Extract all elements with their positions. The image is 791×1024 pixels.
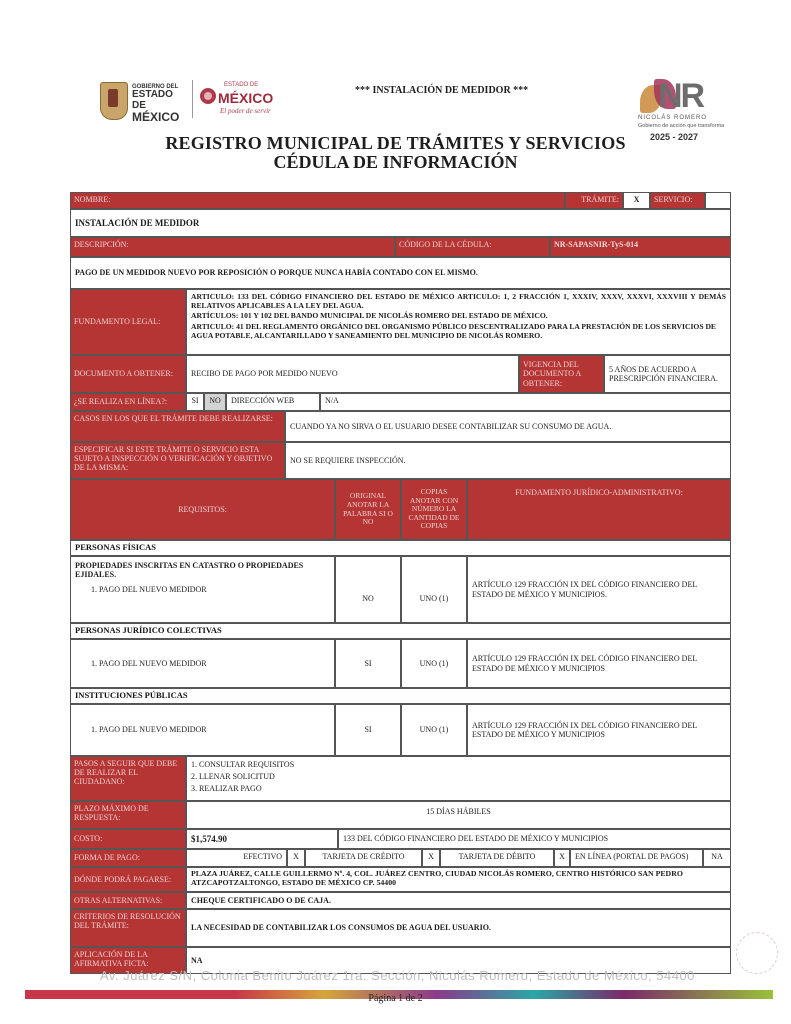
flower-icon (200, 88, 216, 104)
enlinea-label: ¿SE REALIZA EN LÍNEA?: (70, 393, 186, 411)
nombre-label: NOMBRE: (70, 192, 565, 209)
fundamento-label: FUNDAMENTO LEGAL: (70, 289, 186, 355)
page-title: REGISTRO MUNICIPAL DE TRÁMITES Y SERVICIOS (165, 133, 626, 153)
gob-logo-line3: MÉXICO (132, 110, 180, 125)
servicio-mark (705, 192, 731, 209)
criterios-value: LA NECESIDAD DE CONTABILIZAR LOS CONSUMOS DE AGUA DEL USUARIO. (186, 909, 731, 947)
fisicas-subtitle: PROPIEDADES INSCRITAS EN CATASTRO O PROPIEDADES EJIDALES. (75, 561, 304, 580)
vigencia-value: 5 AÑOS DE ACUERDO A PRESCRIPCIÓN FINANCIERA. (604, 355, 731, 393)
otras-label: OTRAS ALTERNATIVAS: (70, 892, 186, 909)
paso-3: 3. REALIZAR PAGO (191, 784, 262, 794)
servicio-label: SERVICIO: (650, 192, 705, 209)
afirmativa-value: NA (186, 947, 731, 974)
nr-letters: NR (658, 77, 704, 115)
fundamento-line2: ARTÍCULOS: 101 Y 102 DEL BANDO MUNICIPAL DE NICOLÁS ROMERO DEL ESTADO DE MÉXICO. (191, 311, 548, 321)
documento-label: DOCUMENTO A OBTENER: (70, 355, 186, 393)
tramite-label: TRÁMITE: (565, 192, 623, 209)
fisicas-copias: UNO (1) (401, 556, 467, 623)
criterios-label: CRITERIOS DE RESOLUCIÓN DEL TRÁMITE: (70, 909, 186, 947)
tramite-mark: X (623, 192, 650, 209)
publicas-original: SI (335, 704, 401, 756)
en-linea-mark: NA (703, 849, 731, 867)
costo-label: COSTO: (70, 829, 186, 849)
forma-pago-label: FORMA DE PAGO: (70, 849, 186, 867)
tarjeta-credito-label: TARJETA DE CRÉDITO (305, 849, 422, 867)
efectivo-mark: X (287, 849, 305, 867)
casos-label: CASOS EN LOS QUE EL TRÁMITE DEBE REALIZARSE: (70, 411, 285, 442)
tarjeta-credito-mark: X (422, 849, 440, 867)
nombre-value: INSTALACIÓN DE MEDIDOR (70, 209, 731, 237)
descripcion-value: PAGO DE UN MEDIDOR NUEVO POR REPOSICIÓN O PORQUE NUNCA HABÍA CONTADO CON EL MISMO. (70, 257, 731, 289)
edo-logo-slogan: El poder de servir (220, 107, 271, 115)
enlinea-no: NO (204, 393, 226, 411)
plazo-value: 15 DÍAS HÁBILES (186, 801, 731, 829)
requisitos-header: REQUISITOS: (70, 479, 335, 540)
publicas-item: 1. PAGO DEL NUEVO MEDIDOR (70, 704, 335, 756)
nr-logo-years: 2025 - 2027 (650, 132, 699, 142)
juridicas-original: SI (335, 639, 401, 688)
afirmativa-label: APLICACIÓN DE LA AFIRMATIVA FICTA: (70, 947, 186, 974)
otras-value: CHEQUE CERTIFICADO O DE CAJA. (186, 892, 731, 909)
donde-label: DÓNDE PODRÁ PAGARSE: (70, 867, 186, 892)
paso-2: 2. LLENAR SOLICITUD (191, 772, 275, 782)
nr-logo-sub2: Gobierno de acción que transforma (638, 123, 725, 129)
tarjeta-debito-mark: X (554, 849, 570, 867)
edo-logo-big: MÉXICO (218, 90, 274, 106)
juridicas-copias: UNO (1) (401, 639, 467, 688)
fisicas-fundamento: ARTÍCULO 129 FRACCIÓN IX DEL CÓDIGO FINANCIERO DEL ESTADO DE MÉXICO Y MUNICIPIOS. (467, 556, 731, 623)
costo-value: $1,574.90 (186, 829, 338, 849)
fisicas-item: 1. PAGO DEL NUEVO MEDIDOR (91, 585, 207, 595)
web-label: DIRECCIÓN WEB (226, 393, 320, 411)
vigencia-label: VIGENCIA DEL DOCUMENTO A OBTENER: (519, 355, 604, 393)
fundamento-line3: ARTICULO: 41 DEL REGLAMENTO ORGÁNICO DEL ORGANISMO PÚBLICO DESCENTRALIZADO PARA LA PRESTACIÓN DE LOS SERVICIOS DE AGUA POTABLE, ALCANTARILLADO Y SANEAMIENTO DEL MUNICIPIO DE NICOLÁS ROMERO. (191, 322, 716, 340)
juridicas-item: 1. PAGO DEL NUEVO MEDIDOR (70, 639, 335, 688)
original-header: ORIGINAL ANOTAR LA PALABRA SI O NO (335, 479, 401, 540)
inspeccion-label: ESPECIFICAR SI ESTE TRÁMITE O SERVICIO ESTA SUJETO A INSPECCIÓN O VERIFICACIÓN Y OBJETIVO DE LA MISMA: (70, 442, 285, 479)
publicas-copias: UNO (1) (401, 704, 467, 756)
coat-of-arms-icon (100, 82, 128, 120)
gob-logo-line2: ESTADO DE (132, 89, 173, 111)
publicas-fundamento: ARTÍCULO 129 FRACCIÓN IX DEL CÓDIGO FINANCIERO DEL ESTADO DE MÉXICO Y MUNICIPIOS (467, 704, 731, 756)
juridicas-fundamento: ARTÍCULO 129 FRACCIÓN IX DEL CÓDIGO FINANCIERO DEL ESTADO DE MÉXICO Y MUNICIPIOS (467, 639, 731, 688)
paso-1: 1. CONSULTAR REQUISITOS (191, 760, 295, 769)
nr-logo-sub: NICOLÁS ROMERO (638, 115, 708, 121)
estado-mexico-logo (200, 80, 280, 122)
stamp-watermark (736, 932, 778, 974)
fundamento-juridico-header: FUNDAMENTO JURÍDICO-ADMINISTRATIVO: (467, 479, 731, 540)
codigo-value: NR-SAPASNIR-TyS-014 (550, 237, 731, 257)
section-instituciones-publicas: INSTITUCIONES PÚBLICAS (70, 688, 731, 704)
costo-fundamento: 133 DEL CÓDIGO FINANCIERO DEL ESTADO DE MÉXICO Y MUNICIPIOS (338, 829, 731, 849)
fundamento-line1: ARTICULO: 133 DEL CÓDIGO FINANCIERO DEL ESTADO DE MÉXICO ARTICULO: 1, 2 FRACCIÓN 1, XXXIV, XXXV, XXXVI, XXXVIII Y DEMÁS RELATIVOS APLICABLES A LA LEY DEL AGUA. (191, 292, 726, 310)
section-personas-juridicas: PERSONAS JURÍDICO COLECTIVAS (70, 623, 731, 639)
web-value: N/A (320, 393, 731, 411)
section-personas-fisicas: PERSONAS FÍSICAS (70, 540, 731, 556)
descripcion-label: DESCRIPCIÓN: (70, 237, 395, 257)
page-subtitle: CÉDULA DE INFORMACIÓN (273, 152, 518, 172)
efectivo-label: EFECTIVO (186, 849, 287, 867)
en-linea-label: EN LÍNEA (PORTAL DE PAGOS) (570, 849, 703, 867)
gob-logo-line1: GOBIERNO DEL (132, 84, 179, 90)
edo-logo-small: ESTADO DE (224, 82, 259, 88)
top-note: *** INSTALACIÓN DE MEDIDOR *** (355, 85, 529, 96)
plazo-label: PLAZO MÁXIMO DE RESPUESTA: (70, 801, 186, 829)
page-number: Página 1 de 2 (368, 993, 423, 1004)
tarjeta-debito-label: TARJETA DE DÉBITO (440, 849, 554, 867)
footer-address: Av. Juárez S/N, Colonia Benito Juárez 1ra. Sección, Nicolás Romero, Estado de México, 54400 (100, 968, 695, 983)
pasos-label: PASOS A SEGUIR QUE DEBE DE REALIZAR EL CIUDADANO: (70, 756, 186, 801)
casos-value: CUANDO YA NO SIRVA O EL USUARIO DESEE CONTABILIZAR SU CONSUMO DE AGUA. (285, 411, 731, 442)
gobierno-estado-logo (100, 80, 185, 125)
copias-header: COPIAS ANOTAR CON NÚMERO LA CANTIDAD DE COPIAS (401, 479, 467, 540)
inspeccion-value: NO SE REQUIERE INSPECCIÓN. (285, 442, 731, 479)
donde-value: PLAZA JUÁREZ, CALLE GUILLERMO Nº. 4, COL. JUÁREZ CENTRO, CIUDAD NICOLÁS ROMERO, CENTRO HISTÓRICO SAN PEDRO ATZCAPOTZALTONGO, ESTADO DE MÉXICO CP. 54400 (186, 867, 731, 892)
fisicas-original: NO (335, 556, 401, 623)
codigo-label: CÓDIGO DE LA CÉDULA: (395, 237, 550, 257)
enlinea-si: SI (186, 393, 204, 411)
documento-value: RECIBO DE PAGO POR MEDIDO NUEVO (186, 355, 519, 393)
